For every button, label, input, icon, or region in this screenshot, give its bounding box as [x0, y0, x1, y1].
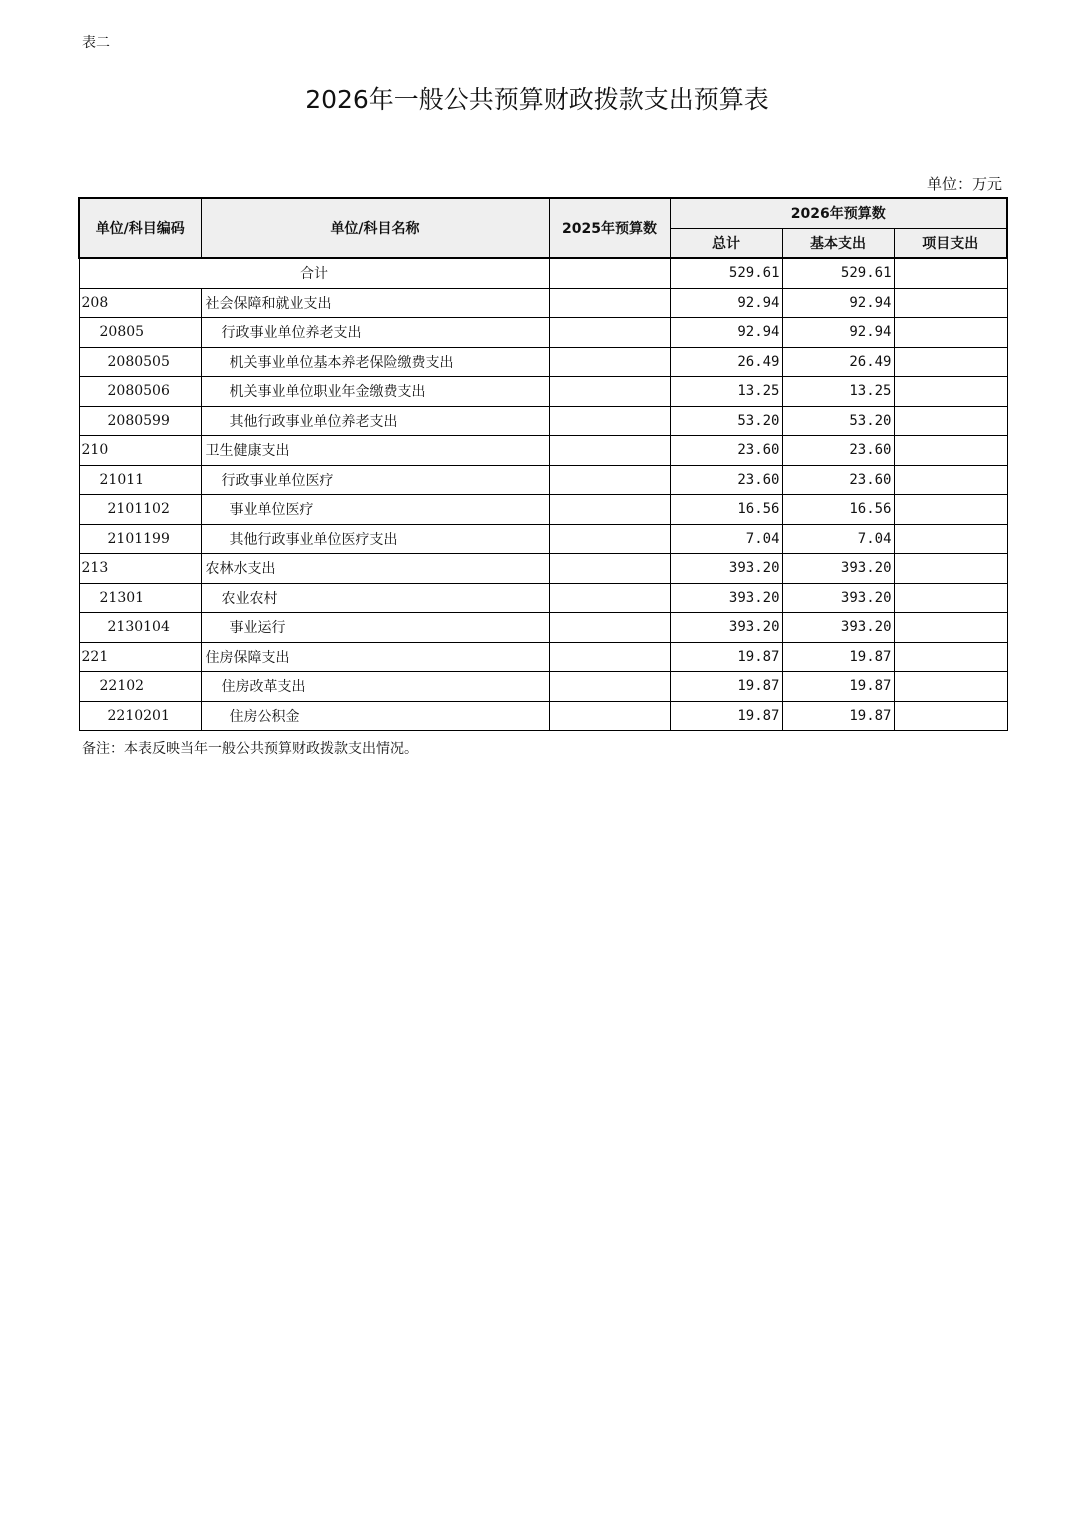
cell-total: 7.04 [670, 524, 782, 554]
cell-project [894, 495, 1007, 525]
cell-project [894, 524, 1007, 554]
cell-code: 22102 [79, 672, 201, 702]
total-row [79, 258, 1007, 288]
cell-code: 208 [79, 288, 201, 318]
unit-note: 单位：万元 [926, 175, 1002, 193]
cell-code: 2080599 [79, 406, 201, 436]
cell-code: 2130104 [79, 613, 201, 643]
total-project [894, 258, 1007, 288]
table-row [79, 613, 1007, 643]
cell-basic: 92.94 [782, 288, 894, 318]
cell-total: 92.94 [670, 318, 782, 348]
cell-basic: 23.60 [782, 436, 894, 466]
cell-basic: 26.49 [782, 347, 894, 377]
cell-code: 2080506 [79, 377, 201, 407]
cell-code: 2101199 [79, 524, 201, 554]
document-label: 表二 [82, 35, 110, 51]
cell-basic: 53.20 [782, 406, 894, 436]
table-header [79, 198, 1007, 258]
cell-project [894, 377, 1007, 407]
cell-prev [549, 465, 670, 495]
total-label: 合计 [79, 258, 549, 288]
cell-code: 221 [79, 642, 201, 672]
cell-total: 23.60 [670, 465, 782, 495]
cell-total: 16.56 [670, 495, 782, 525]
cell-prev [549, 701, 670, 731]
cell-prev [549, 583, 670, 613]
cell-code: 2101102 [79, 495, 201, 525]
cell-project [894, 583, 1007, 613]
header-total: 总计 [670, 228, 782, 258]
budget-table [78, 197, 1008, 731]
cell-project [894, 554, 1007, 584]
cell-code: 213 [79, 554, 201, 584]
cell-basic: 19.87 [782, 642, 894, 672]
cell-prev [549, 524, 670, 554]
cell-total: 13.25 [670, 377, 782, 407]
cell-name: 卫生健康支出 [201, 436, 549, 466]
cell-total: 393.20 [670, 554, 782, 584]
cell-name: 社会保障和就业支出 [201, 288, 549, 318]
cell-basic: 13.25 [782, 377, 894, 407]
cell-basic: 393.20 [782, 583, 894, 613]
cell-code: 2210201 [79, 701, 201, 731]
table-row [79, 318, 1007, 348]
table-row [79, 701, 1007, 731]
cell-prev [549, 436, 670, 466]
cell-prev [549, 406, 670, 436]
cell-name: 其他行政事业单位医疗支出 [201, 524, 549, 554]
table-row [79, 436, 1007, 466]
cell-code: 210 [79, 436, 201, 466]
cell-total: 393.20 [670, 613, 782, 643]
cell-total: 23.60 [670, 436, 782, 466]
cell-name: 农林水支出 [201, 554, 549, 584]
cell-code: 2080505 [79, 347, 201, 377]
cell-code: 21301 [79, 583, 201, 613]
cell-code: 21011 [79, 465, 201, 495]
table-row [79, 495, 1007, 525]
cell-project [894, 288, 1007, 318]
cell-project [894, 613, 1007, 643]
page-title: 2026年一般公共预算财政拨款支出预算表 [305, 85, 769, 114]
cell-name: 其他行政事业单位养老支出 [201, 406, 549, 436]
cell-prev [549, 642, 670, 672]
header-code: 单位/科目编码 [79, 198, 201, 258]
cell-project [894, 465, 1007, 495]
cell-prev [549, 672, 670, 702]
cell-total: 53.20 [670, 406, 782, 436]
cell-name: 农业农村 [201, 583, 549, 613]
cell-basic: 393.20 [782, 554, 894, 584]
cell-project [894, 318, 1007, 348]
header-name: 单位/科目名称 [201, 198, 549, 258]
table-row [79, 583, 1007, 613]
total-basic: 529.61 [782, 258, 894, 288]
cell-basic: 19.87 [782, 701, 894, 731]
cell-basic: 7.04 [782, 524, 894, 554]
cell-name: 行政事业单位医疗 [201, 465, 549, 495]
header-curr-budget: 2026年预算数 [670, 198, 1007, 228]
cell-name: 机关事业单位基本养老保险缴费支出 [201, 347, 549, 377]
cell-name: 机关事业单位职业年金缴费支出 [201, 377, 549, 407]
cell-name: 行政事业单位养老支出 [201, 318, 549, 348]
cell-basic: 92.94 [782, 318, 894, 348]
table-row [79, 554, 1007, 584]
cell-basic: 19.87 [782, 672, 894, 702]
total-total: 529.61 [670, 258, 782, 288]
cell-basic: 23.60 [782, 465, 894, 495]
table-row [79, 377, 1007, 407]
cell-name: 住房保障支出 [201, 642, 549, 672]
cell-name: 事业运行 [201, 613, 549, 643]
table-row [79, 288, 1007, 318]
cell-total: 26.49 [670, 347, 782, 377]
cell-project [894, 701, 1007, 731]
table-row [79, 465, 1007, 495]
cell-project [894, 642, 1007, 672]
cell-code: 20805 [79, 318, 201, 348]
remark-note: 备注：本表反映当年一般公共预算财政拨款支出情况。 [82, 741, 418, 757]
cell-total: 19.87 [670, 642, 782, 672]
header-prev-budget: 2025年预算数 [549, 198, 670, 258]
cell-name: 住房改革支出 [201, 672, 549, 702]
table-row [79, 524, 1007, 554]
cell-prev [549, 318, 670, 348]
cell-total: 393.20 [670, 583, 782, 613]
cell-prev [549, 288, 670, 318]
cell-project [894, 436, 1007, 466]
header-basic: 基本支出 [782, 228, 894, 258]
cell-prev [549, 377, 670, 407]
table-row [79, 406, 1007, 436]
cell-total: 19.87 [670, 701, 782, 731]
cell-project [894, 672, 1007, 702]
cell-prev [549, 613, 670, 643]
table-row [79, 642, 1007, 672]
table-row [79, 347, 1007, 377]
total-prev [549, 258, 670, 288]
cell-prev [549, 554, 670, 584]
cell-prev [549, 347, 670, 377]
header-project: 项目支出 [894, 228, 1007, 258]
cell-basic: 393.20 [782, 613, 894, 643]
cell-project [894, 406, 1007, 436]
table-row [79, 672, 1007, 702]
cell-total: 92.94 [670, 288, 782, 318]
cell-prev [549, 495, 670, 525]
cell-name: 住房公积金 [201, 701, 549, 731]
cell-total: 19.87 [670, 672, 782, 702]
cell-project [894, 347, 1007, 377]
table-body [79, 258, 1007, 731]
cell-basic: 16.56 [782, 495, 894, 525]
cell-name: 事业单位医疗 [201, 495, 549, 525]
